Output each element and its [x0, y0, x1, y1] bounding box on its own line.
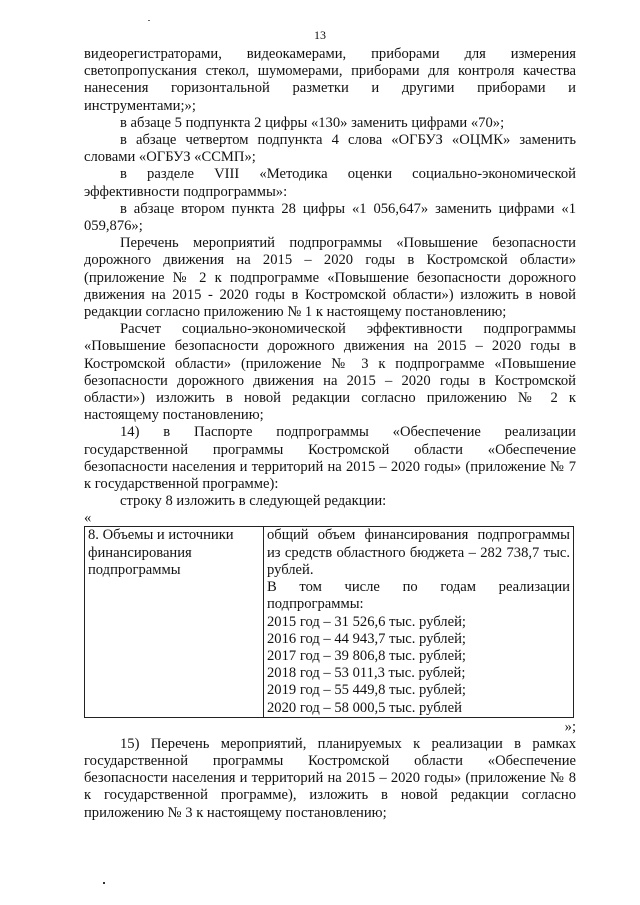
quote-close-mark: »;	[564, 718, 576, 735]
quote-open-mark: «	[84, 510, 92, 527]
paragraph: в разделе VIII «Методика оценки социально-экономической эффективности подпрограммы»:	[84, 166, 576, 200]
document-body	[84, 46, 576, 822]
paragraph: в абзаце четвертом подпункта 4 слова «ОГБУЗ «ОЦМК» заменить словами «ОГБУЗ «ССМП»;	[84, 132, 576, 166]
financing-by-years-intro: В том числе по годам реализации подпрограммы:	[267, 579, 570, 613]
scan-speck	[103, 882, 105, 884]
paragraph: Перечень мероприятий подпрограммы «Повышение безопасности дорожного движения на 2015 – 2020 годы в Костромской области» (приложение № 2 к подпрограмме «Повышение безопасности дорожного движения на 2015 - 2020 годы в Костромской области») изложить в новой редакции согласно приложению № 1 к настоящему постановлению;	[84, 235, 576, 321]
paragraph: строку 8 изложить в следующей редакции:	[120, 493, 387, 510]
year-line: 2017 год – 39 806,8 тыс. рублей;	[267, 647, 466, 664]
paragraph: видеорегистраторами, видеокамерами, приборами для измерения светопропускания стекол, шумомерами, приборами для контроля качества нанесения горизонтальной разметки и другими приборами и инструментами;»;	[84, 46, 576, 114]
paragraph: в абзаце 5 подпункта 2 цифры «130» заменить цифрами «70»;	[120, 114, 505, 131]
financing-total: общий объем финансирования подпрограммы из средств областного бюджета – 282 738,7 тыс. рублей.	[267, 527, 570, 578]
paragraph: Расчет социально-экономической эффективности подпрограммы «Повышение безопасности дорожного движения на 2015 – 2020 годы в Костромской области» (приложение № 3 к подпрограмме «Повышение безопасности дорожного движения на 2015 – 2020 годы в Костромской области») изложить в новой редакции согласно приложению № 2 к настоящему постановлению;	[84, 321, 576, 424]
paragraph: в абзаце втором пункта 28 цифры «1 056,647» заменить цифрами «1 059,876»;	[84, 200, 576, 235]
year-line: 2015 год – 31 526,6 тыс. рублей;	[267, 613, 466, 630]
table-cell-description	[264, 527, 574, 717]
year-line: 2016 год – 44 943,7 тыс. рублей;	[267, 630, 466, 647]
year-line: 2018 год – 53 011,3 тыс. рублей;	[267, 665, 466, 682]
table-cell-label: 8. Объемы и источники финансирования подпрограммы	[85, 527, 264, 717]
scan-speck	[148, 20, 150, 21]
financing-table	[84, 526, 574, 717]
table-row	[85, 527, 574, 717]
year-line: 2019 год – 55 449,8 тыс. рублей;	[267, 682, 466, 699]
paragraph: 15) Перечень мероприятий, планируемых к реализации в рамках государственной программы Костромской области «Обеспечение безопасности населения и территорий на 2015 – 2020 годы» (приложение № 8 к государственной программе), изложить в новой редакции согласно приложению № 3 к настоящему постановлению;	[84, 735, 576, 821]
paragraph: 14) в Паспорте подпрограммы «Обеспечение реализации государственной программы Костромской области «Обеспечение безопасности населения и территорий на 2015 – 2020 годы» (приложение № 7 к государственной программе):	[84, 424, 576, 493]
page-number: 13	[314, 28, 326, 42]
year-line: 2020 год – 58 000,5 тыс. рублей	[267, 699, 462, 716]
